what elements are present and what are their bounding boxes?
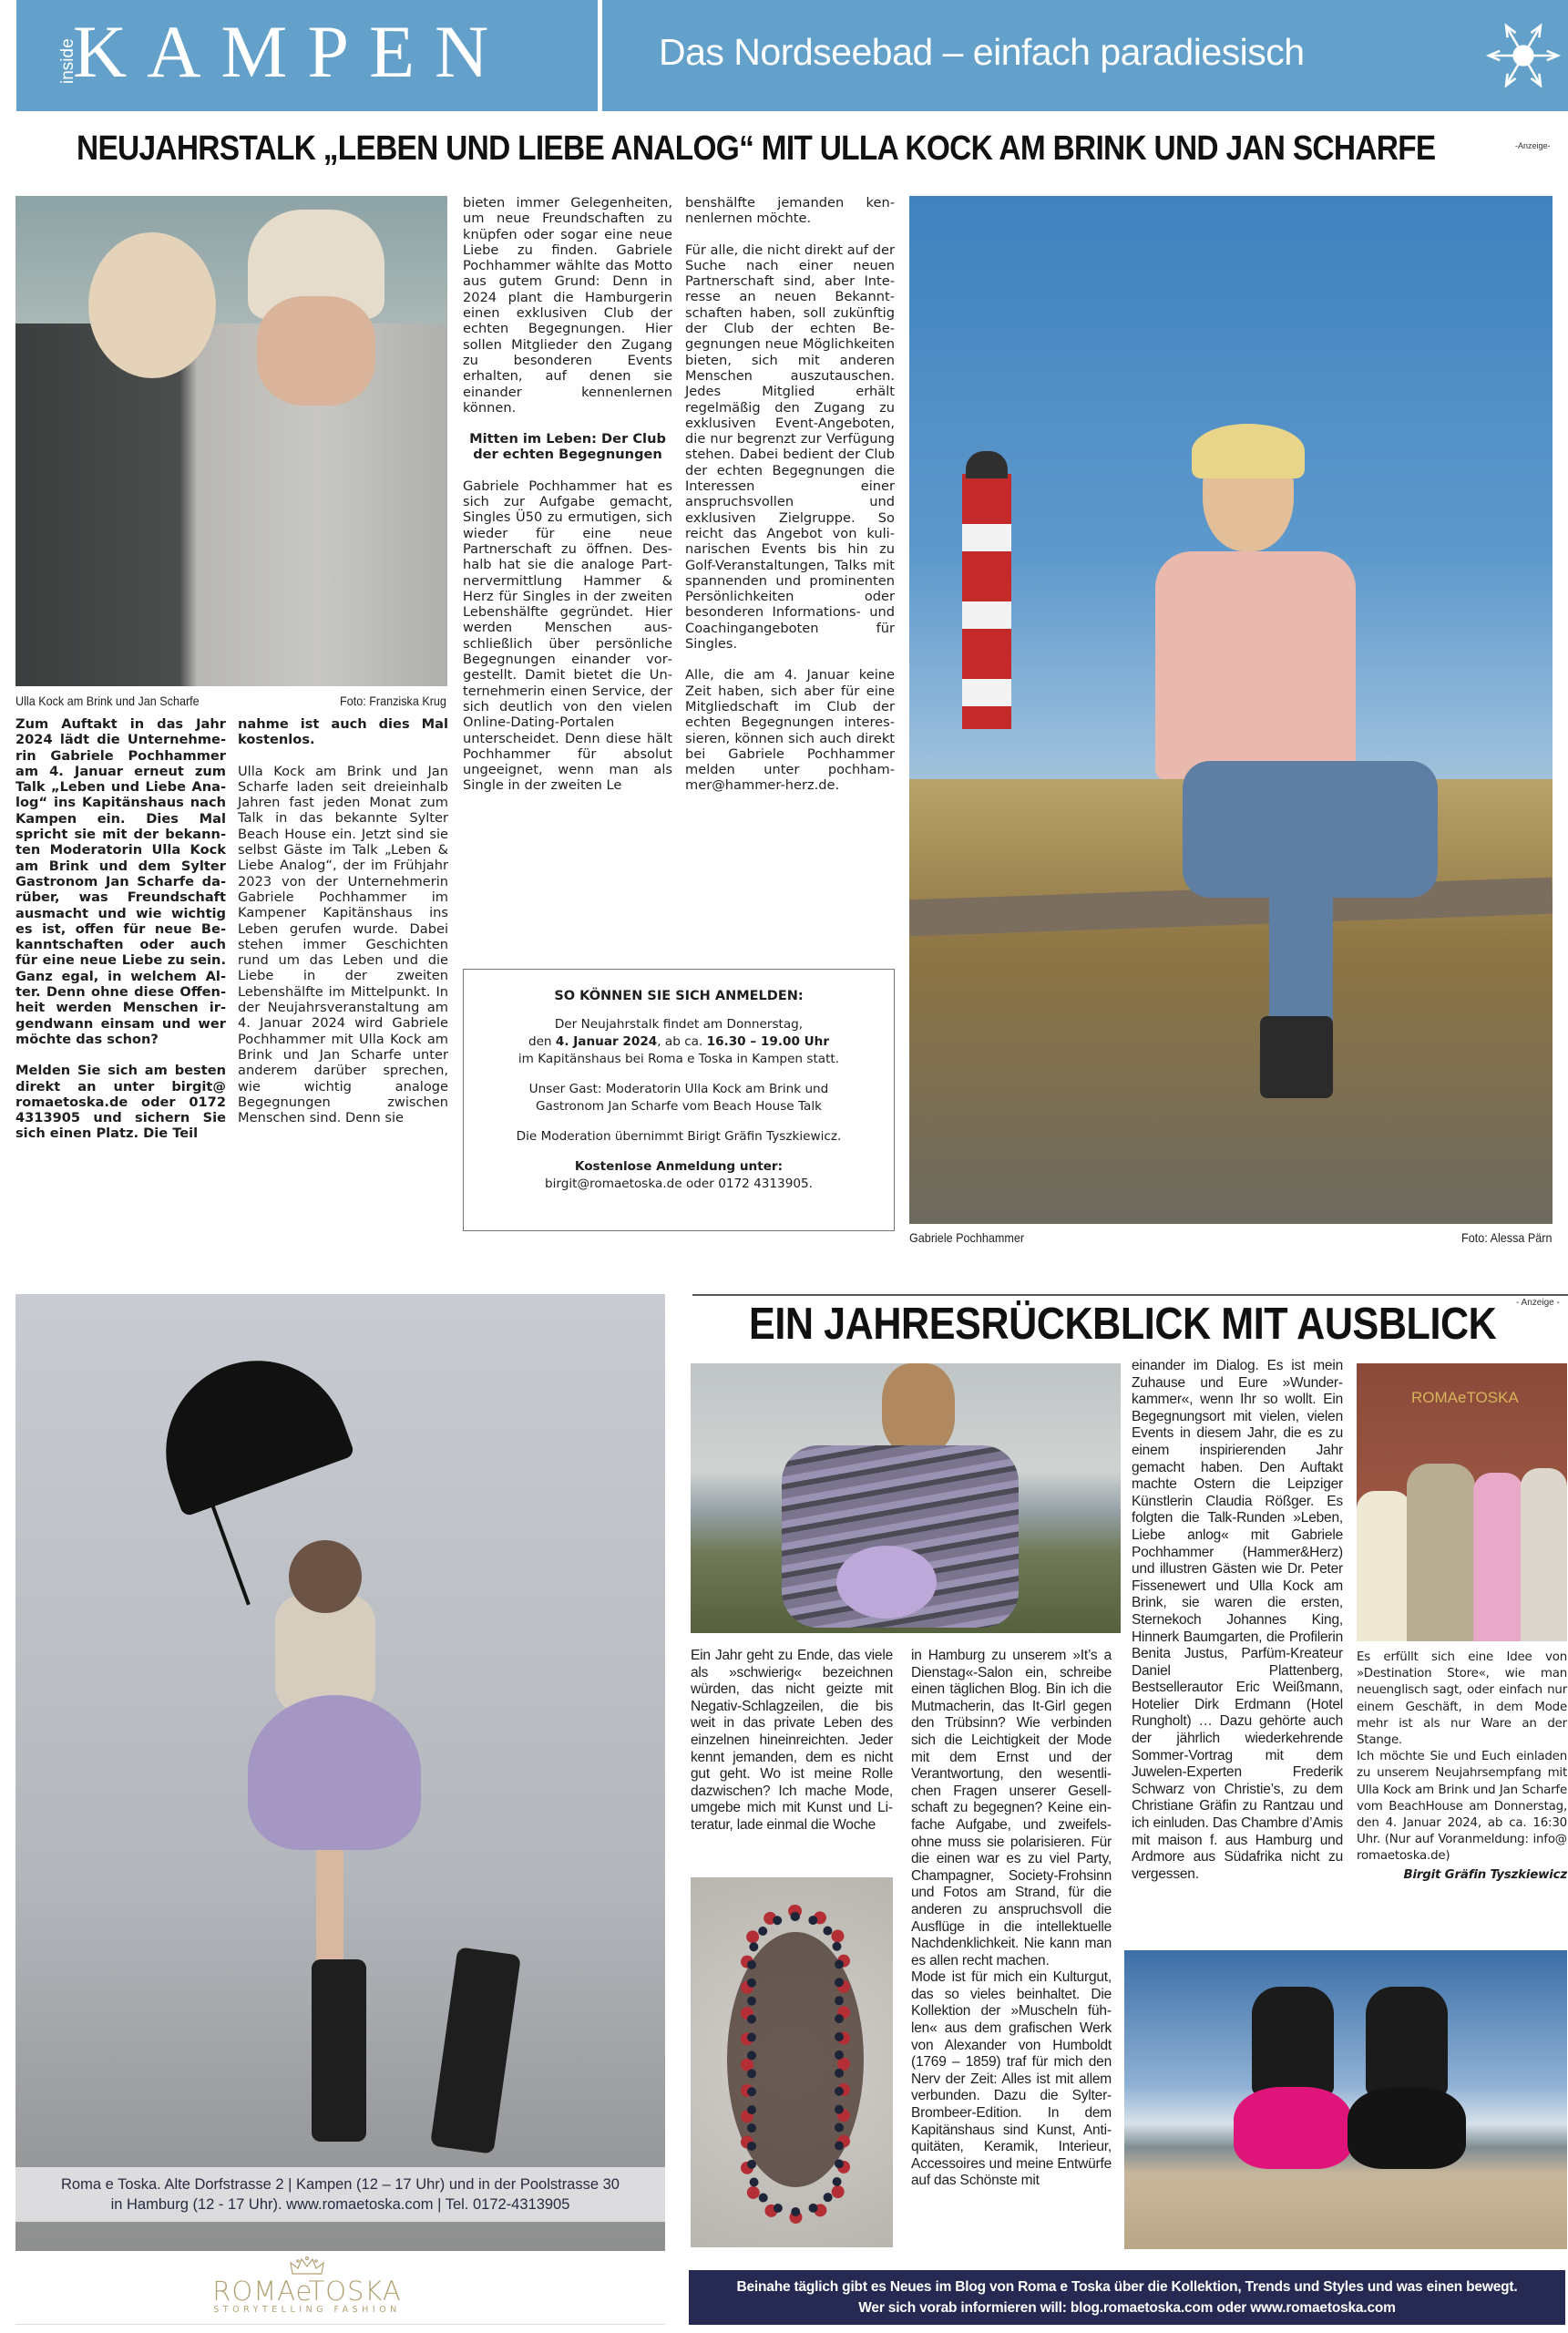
photo-person-hair <box>1192 424 1305 478</box>
article2-ad-label: - Anzeige - <box>1516 1298 1560 1308</box>
article2-colB-p2: Mode ist für mich ein Kulturgut, das so vieles beinhaltet. Die Kollektion der »Muscheln fühlen« aus dem grafischen Werk von Alexander von Humboldt (1769 – 1859) traf für mich den Nerv der Zeit: Alles ist mit allem verbunden. Dazu die Sylter-Brombeer-Edition. In dem Kapitänshaus sind Kunst, Antiquitäten, Keramik, Interieur, Accessoires und meine Entwürfe auf das Schönste mit <box>911 1969 1112 2189</box>
masthead-slogan-panel <box>602 0 1568 111</box>
photo-ulla-jan <box>15 196 447 686</box>
photo-person-skirt <box>836 1546 937 1619</box>
store-address-band <box>15 2167 665 2222</box>
article2-column-a <box>691 1648 893 1850</box>
photo-person-1 <box>1357 1491 1411 1641</box>
logo-tagline: STORYTELLING FASHION <box>213 2305 401 2315</box>
photo-person-leg <box>316 1850 343 1978</box>
photo-person-hair <box>882 1363 955 1454</box>
article1-col2-p2: Ulla Kock am Brink und Jan Scharfe laden seit dreieinhalb Jahren fast jeden Monat zum Talk in das bekannte Sylter Beach House ein. Jetzt sind sie selbst Gäste im Talk „Leben & Liebe Analog“, der im Frühjahr 2023 von der Unternehmerin Gabriele Pochhammer im Kampener Kapitänshaus ins Leben gerufen wurde. Dabei stehen immer Geschichten rund um das Leben und die Liebe in der zweiten Lebenshälfte im Mittelpunkt. In der Neujahrsveranstaltung am 4. Januar 2024 wird Gabriele Pochhammer mit Ulla Kock am Brink und Jan Scharfe unter anderem darüber sprechen, wie wichtig analoge Begegnungen zwischen Menschen sind. Denn sie <box>238 763 448 1126</box>
photo-person-jeans <box>1183 761 1438 898</box>
article1-col4-p3: Alle, die am 4. Januar keine Zeit haben, sich aber für eine Mitgliedschaft im Club der echten Begegnungen interessieren, können sich auch direkt bei Gabriele Pochhammer melden unter pochhammer@hammer-herz.de. <box>685 667 895 794</box>
blog-promo-line2[interactable]: Wer sich vorab informieren will: blog.romaetoska.com oder www.romaetoska.com <box>858 2300 1396 2316</box>
article1-col4-p2: Für alle, die nicht direkt auf der Suche nach einer neuen Partnerschaft sind, aber Interesse an neuen Bekanntschaften haben, soll zukünftig der Club der echten Begegnungen neue Möglichkeiten bieten, sich mit anderen Menschen auszutauschen. Jedes Mitglied erhält regelmäßig den Zugang zu exklusiven Event-Angeboten, die nur begrenzt zur Verfügung stehen. Dabei bedient der Club der echten Begegnungen die Interessen einer anspruchsvollen und exklusiven Zielgruppe. So reicht das Angebot von kulinarischen Events bis hin zu Golf-Veranstaltungen, Talks mit spannenden und prominenten Persönlichkeiten oder besonderen Informations- und Coachingangeboten für Singles. <box>685 242 895 653</box>
roma-e-toska-logo <box>157 2256 457 2328</box>
photo-person-4 <box>1521 1468 1567 1641</box>
infobox-guest2: Gastronom Jan Scharfe vom Beach House Talk <box>535 1099 823 1114</box>
photo-gabriele-pochhammer <box>909 196 1553 1224</box>
photo2-caption: Gabriele Pochhammer <box>909 1230 1025 1245</box>
infobox-line3: im Kapitänshaus bei Roma e Toska in Kampen statt. <box>518 1052 840 1066</box>
photo-person-left-top <box>1252 1987 1334 2096</box>
article1-register-cta: Melden Sie sich am besten direkt an unter birgit@ romaetoska.de oder 0172 4313905 und sichern Sie sich einen Platz. Die Teil <box>15 1063 226 1142</box>
photo-umbrella-handle <box>203 1485 251 1606</box>
photo-person-left-skirt <box>1234 2087 1352 2169</box>
logo-divider <box>15 2324 665 2325</box>
storefront-sign: ROMAeTOSKA <box>1411 1389 1519 1406</box>
photo-necklace <box>691 1877 893 2247</box>
photo-lighthouse-lantern <box>966 451 1008 478</box>
article2-column-b <box>911 1648 1112 2205</box>
article1-headline: NEUJAHRSTALK „LEBEN UND LIEBE ANALOG“ MIT ULLA KOCK AM BRINK UND JAN SCHARFE <box>77 129 1436 168</box>
photo-lighthouse <box>962 474 1011 729</box>
article2-colD-p2: Ich möchte Sie und Euch einladen zu unserem Neujahrsempfang mit Ulla Kock am Brink und Jan Scharfe vom BeachHouse am Donnerstag, den 4. Januar 2024, ab ca. 16:30 Uhr. (Nur auf Voranmeldung: info@ romaetoska.de) <box>1357 1750 1567 1864</box>
article1-col3-p1: bieten immer Gelegenheiten, um neue Freundschaften zu knüpfen oder sogar eine neue Liebe zu finden. Gabriele Pochhammer wählte das Motto aus gutem Grund: Denn in 2024 plant die Hamburgerin einen exklusiven Club der echten Begegnungen. Hier sollen Mitglieder den Zugang zu besonderen Events erhalten, auf denen sie einander kennenlernen können. <box>463 195 672 416</box>
article1-subheading: Mitten im Leben: Der Club der echten Begegnungen <box>469 431 666 463</box>
article1-column-4 <box>685 195 895 809</box>
snowflake-icon <box>1484 16 1563 95</box>
photo-person-man-face <box>257 296 375 406</box>
infobox-guests <box>464 1081 894 1115</box>
masthead-inside-label: inside <box>58 38 77 84</box>
photo-umbrella-woman <box>15 1294 665 2251</box>
infobox-line2 <box>464 1033 894 1051</box>
infobox-line2-pre: den <box>528 1034 556 1049</box>
crown-icon <box>289 2256 325 2277</box>
infobox-register-label: Kostenlose Anmeldung unter: <box>574 1159 784 1174</box>
photo-person-woman-head <box>88 232 216 378</box>
article1-column-1 <box>15 716 226 1157</box>
infobox-title: SO KÖNNEN SIE SICH ANMELDEN: <box>554 989 804 1003</box>
article2-colC-p1: einander im Dialog. Es ist mein Zuhause und Eure »Wunderkammer«, wenn Ihr so wollt. Ein Begegnungsort mit vielen, vielen Events in diesem Jahr, die es zu einem inspirierenden Jahr gemacht haben. Den Auftakt machte Ostern die Leipziger Künstlerin Claudia Rößger. Es folgten die Talk-Runden »Leben, Liebe anlog« mit Gabriele Pochhammer (Hammer&Herz) und illustren Gästen wie Dr. Peter Fissenewert und Ulla Kock am Brink, sie waren die ersten, Sternekoch Johannes King, Hinnerk Baumgarten, die Profilerin Benita Justus, Parfüm-Kreateur Daniel Plattenberg, Bestsellerautor Eric Weißmann, Hotelier Dirk Erdmann (Hotel Rungholt) … Dazu gehörte auch der jährlich wiederkehrende Sommer-Vortrag mit dem Juwelen-Experten Frederik Schwarz von Christie’s, zu dem Christiane Gräfin zu Rantzau und ich einluden. Das Chambre d’Amis mit maison f. aus Hamburg und Ardmore aus Südafrika nicht zu vergessen. <box>1132 1358 1343 1882</box>
infobox-line2-mid: , ab ca. <box>657 1034 707 1049</box>
article1-column-2 <box>238 716 448 1141</box>
article1-col3-p2: Gabriele Pochhammer hat es sich zur Aufgabe gemacht, Singles Ü50 zu ermutigen, sich wieder für eine neue Partnerschaft zu öffnen. Deshalb hat sie die analoge Partnervermittlung Hammer & Herz für Singles in der zweiten Lebenshälfte gegründet. Hier werden Menschen ausschließlich über persönliche Begegnungen einander vorgestellt. Damit bietet die Unternehmerin einen Service, der sich deutlich von den vielen Online-Dating-Portalen unterscheidet. Denn diese hält Pochhammer für absolut ungeeignet, wenn man als Single in der zweiten Le <box>463 478 672 794</box>
photo-person-boot <box>1260 1016 1333 1098</box>
photo-person-right-skirt <box>1348 2087 1466 2169</box>
blog-promo-line1: Beinahe täglich gibt es Neues im Blog von Roma e Toska über die Kollektion, Trends und Styles und was einen bewegt. <box>736 2279 1518 2295</box>
infobox-guest1: Unser Gast: Moderatorin Ulla Kock am Brink und <box>528 1082 829 1096</box>
infobox-line1: Der Neujahrstalk findet am Donnerstag, <box>554 1017 804 1032</box>
photo-person-3 <box>1473 1473 1523 1641</box>
article2-column-d <box>1357 1650 1567 1899</box>
photo-woman-coat <box>691 1363 1121 1633</box>
masthead <box>16 0 1568 111</box>
photo1-credit: Foto: Franziska Krug <box>340 694 446 708</box>
photo-person-2 <box>1407 1464 1475 1641</box>
masthead-logo-panel <box>16 0 598 111</box>
masthead-slogan: Das Nordseebad – einfach paradiesisch <box>659 31 1305 73</box>
photo2-credit: Foto: Alessa Pärn <box>1461 1230 1553 1245</box>
infobox-register-contact[interactable]: birgit@romaetoska.de oder 0172 4313905. <box>545 1177 813 1191</box>
photo-person-right-top <box>1366 1987 1448 2096</box>
photo-storefront-group <box>1357 1363 1567 1641</box>
masthead-title: KAMPEN <box>73 10 509 93</box>
infobox-moderation: Die Moderation übernimmt Birigt Gräfin Tyszkiewicz. <box>516 1129 842 1144</box>
blog-promo-band <box>689 2270 1565 2325</box>
infobox-event-details <box>464 1016 894 1068</box>
photo-person-sweater <box>1155 551 1356 779</box>
article1-column-3 <box>463 195 672 809</box>
photo-beach-women <box>1124 1950 1567 2249</box>
infobox-time: 16.30 – 19.00 Uhr <box>706 1034 830 1049</box>
logo-wordmark: ROMAeTOSKA <box>212 2276 402 2307</box>
article2-column-c <box>1132 1358 1343 1898</box>
infobox-register <box>464 1158 894 1193</box>
photo-person-boot-right <box>430 1947 521 2154</box>
article1-col4-p1: benshälfte jemanden kennenlernen möchte. <box>685 195 895 227</box>
store-address-line2[interactable]: in Hamburg (12 - 17 Uhr). www.romaetoska.com | Tel. 0172-4313905 <box>110 2196 570 2213</box>
store-address-line1: Roma e Toska. Alte Dorfstrasse 2 | Kampen (12 – 17 Uhr) und in der Poolstrasse 30 <box>61 2176 620 2193</box>
article1-lead: Zum Auftakt in das Jahr 2024 lädt die Unternehmerin Gabriele Pochhammer am 4. Januar erneut zum Talk „Leben und Liebe Analog“ ins Kapitänshaus nach Kampen ein. Dies Mal spricht sie mit der bekannten Moderatorin Ulla Kock am Brink und dem Sylter Gastronom Jan Scharfe darüber, was Freundschaft ausmacht und wie wichtig es ist, offen für neue Bekanntschaften oder auch für eine neue Liebe zu sein. Ganz egal, in welchem Alter. Denn ohne diese Offenheit werden Menschen irgendwann einsam und wer möchte das schon? <box>15 716 226 1047</box>
photo-umbrella <box>140 1335 355 1517</box>
article2-top-rule <box>692 1294 1568 1296</box>
photo-person-skirt <box>248 1695 421 1850</box>
infobox-date: 4. Januar 2024 <box>555 1034 658 1049</box>
photo-person-boot-left <box>312 1959 366 2142</box>
registration-infobox <box>463 969 895 1231</box>
article1-col2-p1: nahme ist auch dies Mal kostenlos. <box>238 716 448 748</box>
article2-colD-p1: Es erfüllt sich eine Idee von »Destination Store«, wie man neuenglisch sagt, oder einfach nur einem Geschäft, in dem Mode mehr ist als nur Ware an der Stange. <box>1357 1650 1567 1748</box>
article1-ad-label: -Anzeige- <box>1515 141 1551 150</box>
article2-colB-p1: in Hamburg zu unserem »It’s a Dienstag«-Salon ein, schreibe einen täglichen Blog. Bin ich die Mutmacherin, das It-Girl gegen den Trübsinn? Wie verbinden sich die Leichtigkeit der Mode mit dem Ernst und der Verantwortung, den wesentlichen Fragen unserer Gesellschaft zu begegnen? Keine einfache Aufgabe, und zweifelsohne muss sie polarisieren. Für die einen war es zu viel Party, Champagner, Society-Frohsinn und Fotos am Strand, für die anderen zu anspruchsvoll die Ausflüge in die intellektuelle Nachdenklichkeit. Nie kann man es allen recht machen. <box>911 1648 1112 1968</box>
photo-necklace-beads-navy <box>747 1912 844 2216</box>
article2-headline: EIN JAHRESRÜCKBLICK MIT AUSBLICK <box>749 1300 1497 1349</box>
photo-person-hair <box>289 1540 362 1613</box>
article2-signature: Birgit Gräfin Tyszkiewicz <box>1403 1867 1567 1882</box>
photo1-caption: Ulla Kock am Brink und Jan Scharfe <box>15 694 200 708</box>
article2-colA-p1: Ein Jahr geht zu Ende, das viele als »schwierig« bezeichnen würden, das nicht geizte mit Negativ-Schlagzeilen, die bis weit in das private Leben des einzelnen hineinreichten. Jeder kennt jemanden, dem es nicht gut geht. Wo ist meine Rolle dazwischen? Ich mache Mode, umgebe mich mit Kunst und Literatur, lade einmal die Woche <box>691 1648 893 1833</box>
